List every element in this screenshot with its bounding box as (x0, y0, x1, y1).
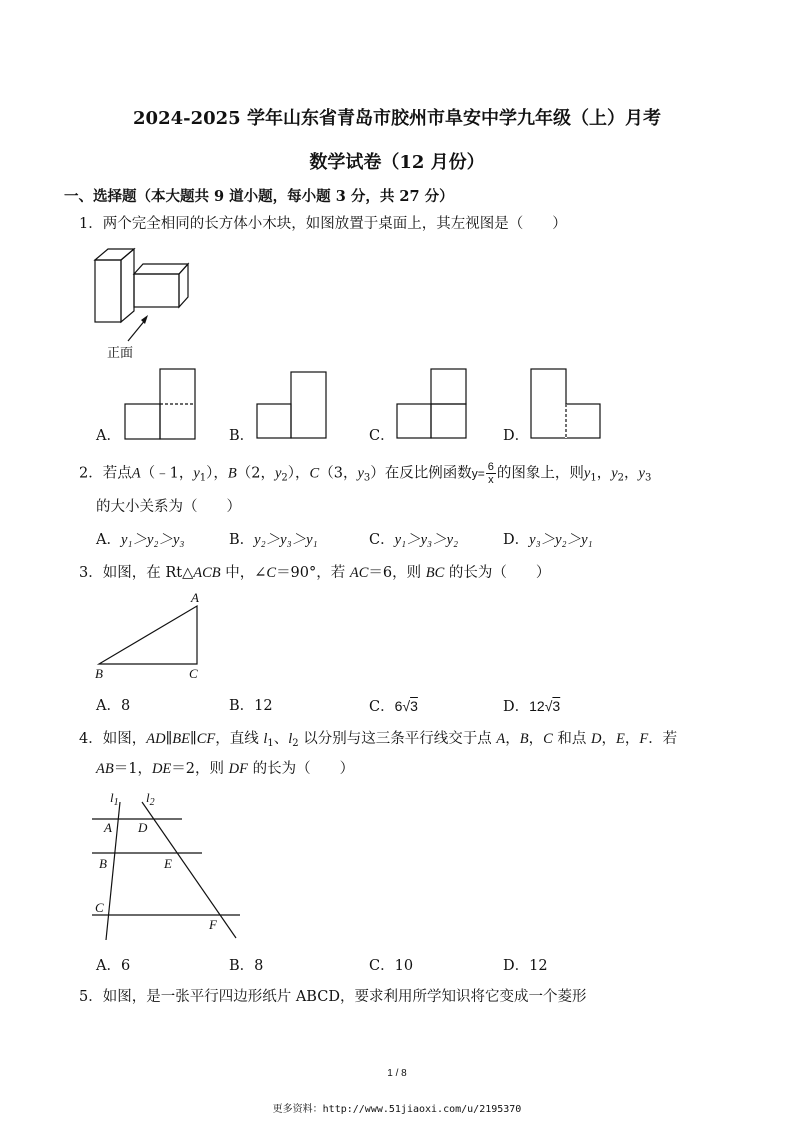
q4-label-l2: $l_2$ (146, 790, 155, 808)
question-4-line2: AB＝1，DE＝2，则 DF 的长为（ ） (96, 761, 355, 777)
q4-label-d: D (138, 820, 148, 835)
q3-option-d[interactable]: D．12√3 (503, 698, 561, 715)
q4-label-b: B (99, 856, 107, 871)
q1-option-b-label[interactable]: B． (229, 428, 255, 444)
front-label: 正面 (107, 346, 134, 361)
q4-label-e: E (164, 856, 172, 871)
question-2-tail: 的大小关系为（ ） (96, 499, 241, 515)
q2-option-d[interactable]: D．y₃＞y₂＞y₁ (503, 532, 593, 548)
q3-triangle-figure (96, 604, 206, 666)
q3-label-c: C (189, 666, 198, 681)
q1-option-d-label[interactable]: D． (503, 428, 530, 444)
q2-option-b[interactable]: B．y₂＞y₃＞y₁ (229, 532, 318, 548)
q4-option-d[interactable]: D．12 (503, 958, 548, 974)
q4-option-b[interactable]: B．8 (229, 958, 264, 974)
q2-option-a[interactable]: A．y₁＞y₂＞y₃ (96, 532, 185, 548)
question-5-text: 5．如图，是一张平行四边形纸片 ABCD，要求利用所学知识将它变成一个菱形 (79, 989, 587, 1005)
q2-option-c[interactable]: C．y₁＞y₃＞y₂ (369, 532, 459, 548)
q1-option-d-figure (530, 368, 602, 440)
q1-option-a-figure (124, 368, 196, 440)
q4-option-a[interactable]: A．6 (96, 958, 131, 974)
q3-option-c[interactable]: C．6√3 (369, 698, 418, 715)
page-subtitle: 数学试卷（12 月份） (309, 152, 485, 173)
question-4-line1: 4．如图，AD∥BE∥CF，直线 $l_1$、$l_2$ 以分别与这三条平行线交于点 A，B，C 和点 D，E，F．若 (79, 731, 678, 749)
q4-label-f: F (209, 917, 217, 932)
section-heading: 一、选择题（本大题共 9 道小题，每小题 3 分，共 27 分） (64, 188, 454, 205)
page-title: 2024-2025 学年山东省青岛市胶州市阜安中学九年级（上）月考 (133, 108, 661, 129)
fraction-6-over-x: $\frac{6}{x}$ (487, 461, 494, 486)
q4-label-l1: $l_1$ (110, 790, 119, 808)
q4-option-c[interactable]: C．10 (369, 958, 414, 974)
q3-option-b[interactable]: B．12 (229, 698, 273, 714)
question-2-text: 2．若点A（﹣1，$y_1$），B（2，$y_2$），C（3，$y_3$）在反比例函数y= $\frac{6}{x}$ 的图象上，则$y_1$，$y_2$，$y_3$ (79, 461, 652, 486)
q3-label-a: A (191, 590, 199, 605)
question-1-text: 1．两个完全相同的长方体小木块，如图放置于桌面上，其左视图是（ ） (79, 216, 567, 232)
q4-label-a: A (104, 820, 112, 835)
q3-option-a[interactable]: A．8 (96, 698, 131, 714)
q4-label-c: C (95, 900, 104, 915)
q1-option-c-figure (396, 368, 468, 440)
page-number: 1 / 8 (387, 1068, 407, 1079)
q1-option-a-label[interactable]: A． (96, 428, 121, 444)
question-3-text: 3．如图，在 Rt△ACB 中，∠C＝90°，若 AC＝6，则 BC 的长为（ ） (79, 565, 551, 581)
q1-option-b-figure (256, 371, 328, 441)
q3-label-b: B (95, 666, 103, 681)
footer-link[interactable]: 更多资料：http://www.51jiaoxi.com/u/2195370 (272, 1104, 522, 1115)
q1-3d-figure (90, 245, 200, 355)
q1-option-c-label[interactable]: C． (369, 428, 395, 444)
